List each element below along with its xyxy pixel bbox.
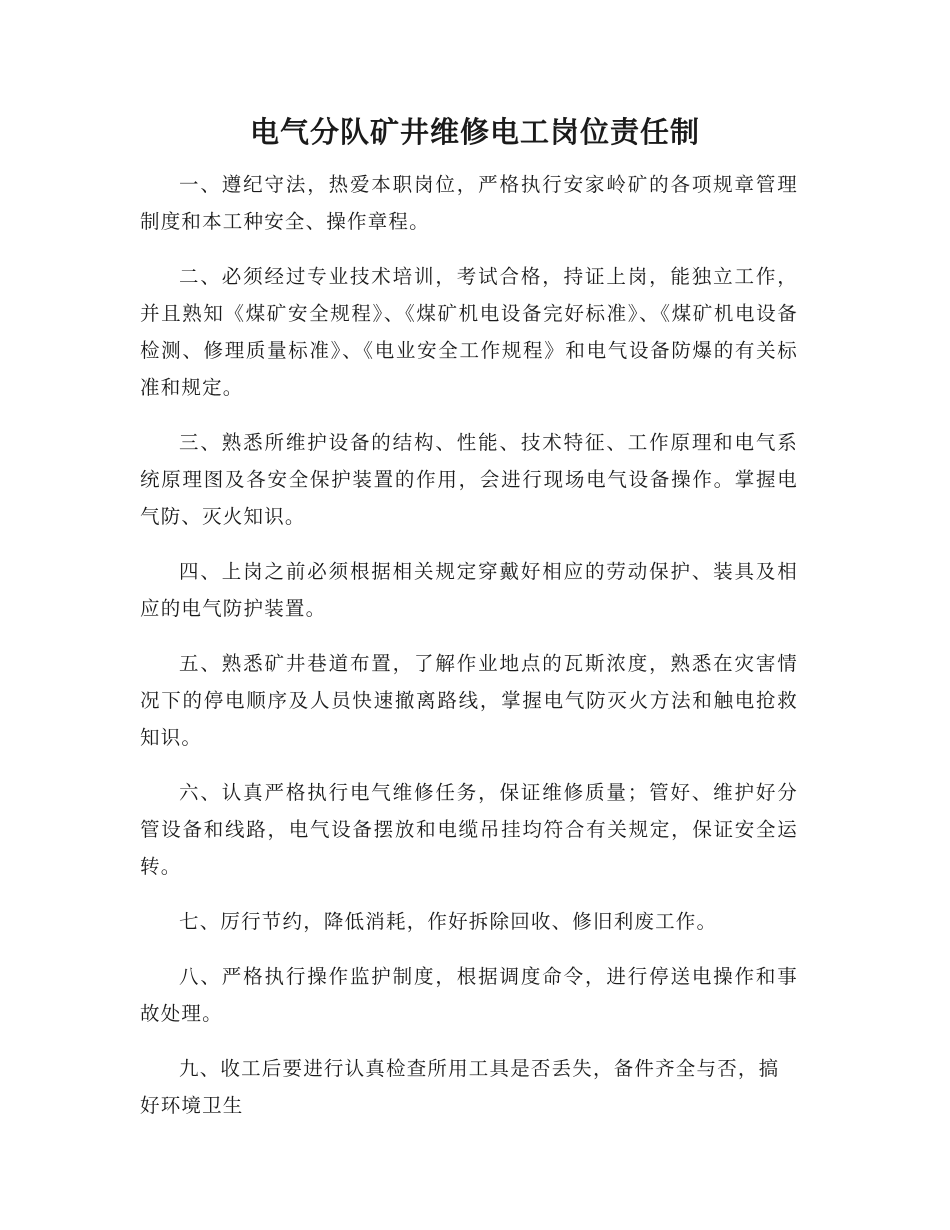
paragraph-9: 九、收工后要进行认真检查所用工具是否丢失，备件齐全与否，搞好环境卫生: [140, 1057, 780, 1117]
document-body: [140, 166, 798, 1142]
paragraph-1: 一、遵纪守法，热爱本职岗位，严格执行安家岭矿的各项规章管理制度和本工种安全、操作章程。: [140, 173, 798, 233]
paragraph-4: 四、上岗之前必须根据相关规定穿戴好相应的劳动保护、装具及相应的电气防护装置。: [140, 560, 798, 620]
paragraph-3: 三、熟悉所维护设备的结构、性能、技术特征、工作原理和电气系统原理图及各安全保护装置的作用，会进行现场电气设备操作。掌握电气防、灭火知识。: [140, 431, 798, 528]
paragraph-8: 八、严格执行操作监护制度，根据调度命令，进行停送电操作和事故处理。: [140, 965, 798, 1025]
paragraph-2: 二、必须经过专业技术培训，考试合格，持证上岗，能独立工作，并且熟知《煤矿安全规程》、《煤矿机电设备完好标准》、《煤矿机电设备检测、修理质量标准》、《电业安全工作规程》和电气设备防爆的有关标准和规定。: [140, 265, 798, 399]
paragraph-6: 六、认真严格执行电气维修任务，保证维修质量；管好、维护好分管设备和线路，电气设备摆放和电缆吊挂均符合有关规定，保证安全运转。: [140, 781, 798, 878]
paragraph-5: 五、熟悉矿井巷道布置，了解作业地点的瓦斯浓度，熟悉在灾害情况下的停电顺序及人员快速撤离路线，掌握电气防灭火方法和触电抢救知识。: [140, 652, 798, 749]
document-title: 电气分队矿井维修电工岗位责任制: [249, 115, 700, 149]
paragraph-7: 七、厉行节约，降低消耗，作好拆除回收、修旧利废工作。: [179, 910, 718, 933]
